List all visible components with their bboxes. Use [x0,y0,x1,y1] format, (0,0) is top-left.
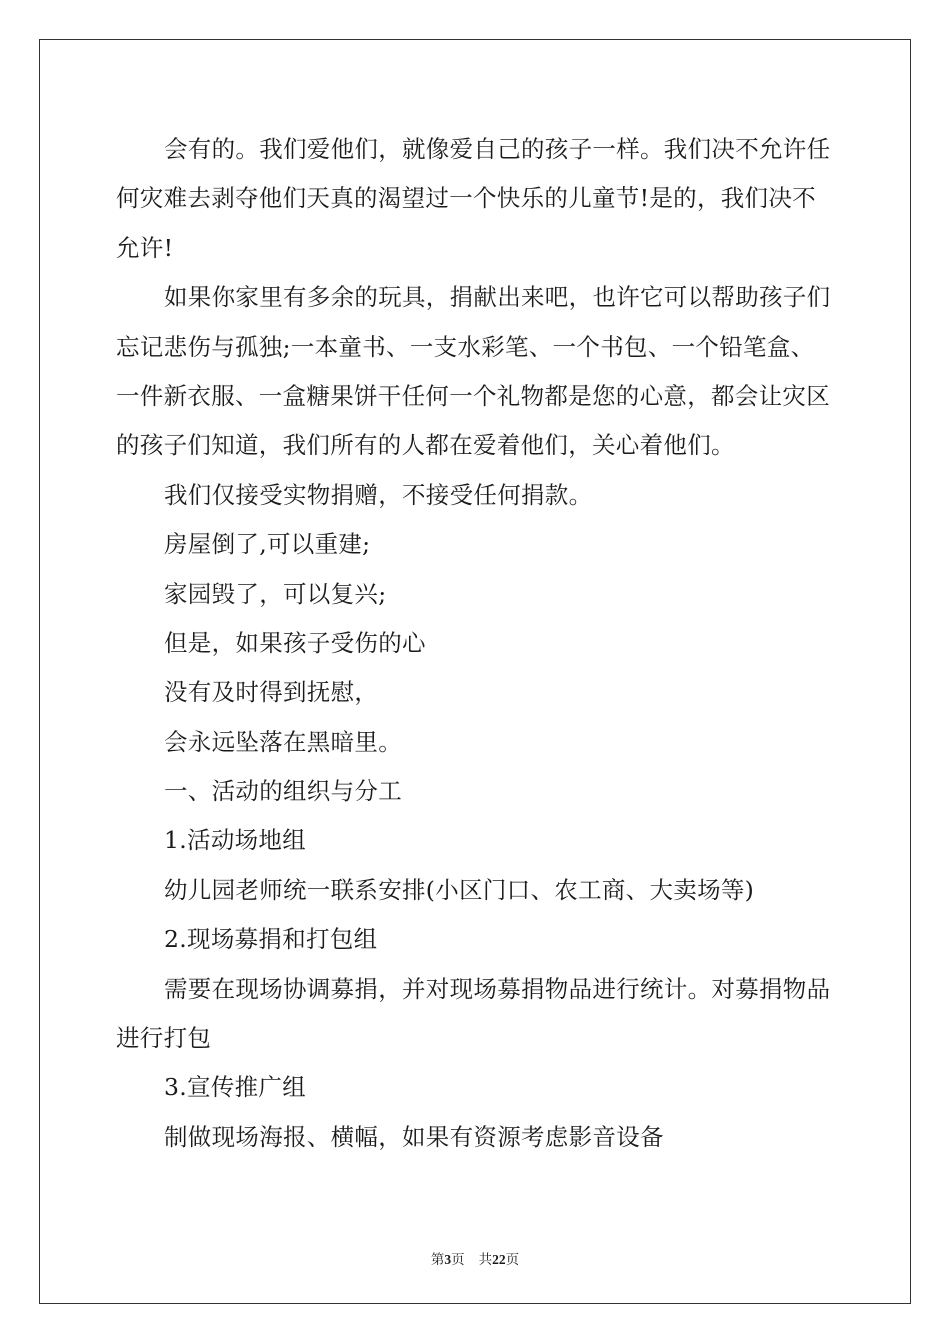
page-suffix: 页 [451,1252,465,1267]
page-prefix: 第 [430,1252,445,1267]
text-line: 但是，如果孩子受伤的心 [164,628,426,657]
subsection-heading: 3.宣传推广组 [164,1073,307,1102]
total-prefix: 共 [478,1252,493,1267]
text-line: 的孩子们知道，我们所有的人都在爱着他们，关心着他们。 [116,431,735,460]
text-line: 需要在现场协调募捐，并对现场募捐物品进行统计。对募捐物品 [164,974,831,1003]
text-line: 我们仅接受实物捐赠，不接受任何捐款。 [164,480,593,509]
text-line: 允许! [116,233,174,262]
total-suffix: 页 [505,1252,520,1267]
text-line: 何灾难去剥夺他们天真的渴望过一个快乐的儿童节!是的，我们决不 [116,184,816,213]
text-line: 忘记悲伤与孤独;一本童书、一支水彩笔、一个书包、一个铅笔盒、 [116,332,815,361]
text-line: 如果你家里有多余的玩具，捐献出来吧，也许它可以帮助孩子们 [164,283,831,312]
text-line: 房屋倒了,可以重建; [164,530,371,559]
text-line: 会永远坠落在黑暗里。 [164,727,402,756]
text-line: 幼儿园老师统一联系安排(小区门口、农工商、大卖场等) [164,875,755,904]
document-body [116,125,836,1162]
text-line: 制做现场海报、横幅，如果有资源考虑影音设备 [164,1122,664,1151]
total-pages: 22 [492,1252,506,1267]
subsection-heading: 1.活动场地组 [164,826,307,855]
text-line: 会有的。我们爱他们，就像爱自己的孩子一样。我们决不允许任 [164,135,831,163]
text-line: 进行打包 [116,1024,212,1053]
text-line: 没有及时得到抚慰， [164,678,379,707]
page-number: 3 [444,1252,452,1267]
section-heading: 一、活动的组织与分工 [164,777,402,806]
subsection-heading: 2.现场募捐和打包组 [164,925,378,954]
text-line: 一件新衣服、一盒糖果饼干任何一个礼物都是您的心意，都会让灾区 [116,381,830,410]
page-footer [0,1248,950,1268]
text-line: 家园毁了，可以复兴; [164,579,387,608]
